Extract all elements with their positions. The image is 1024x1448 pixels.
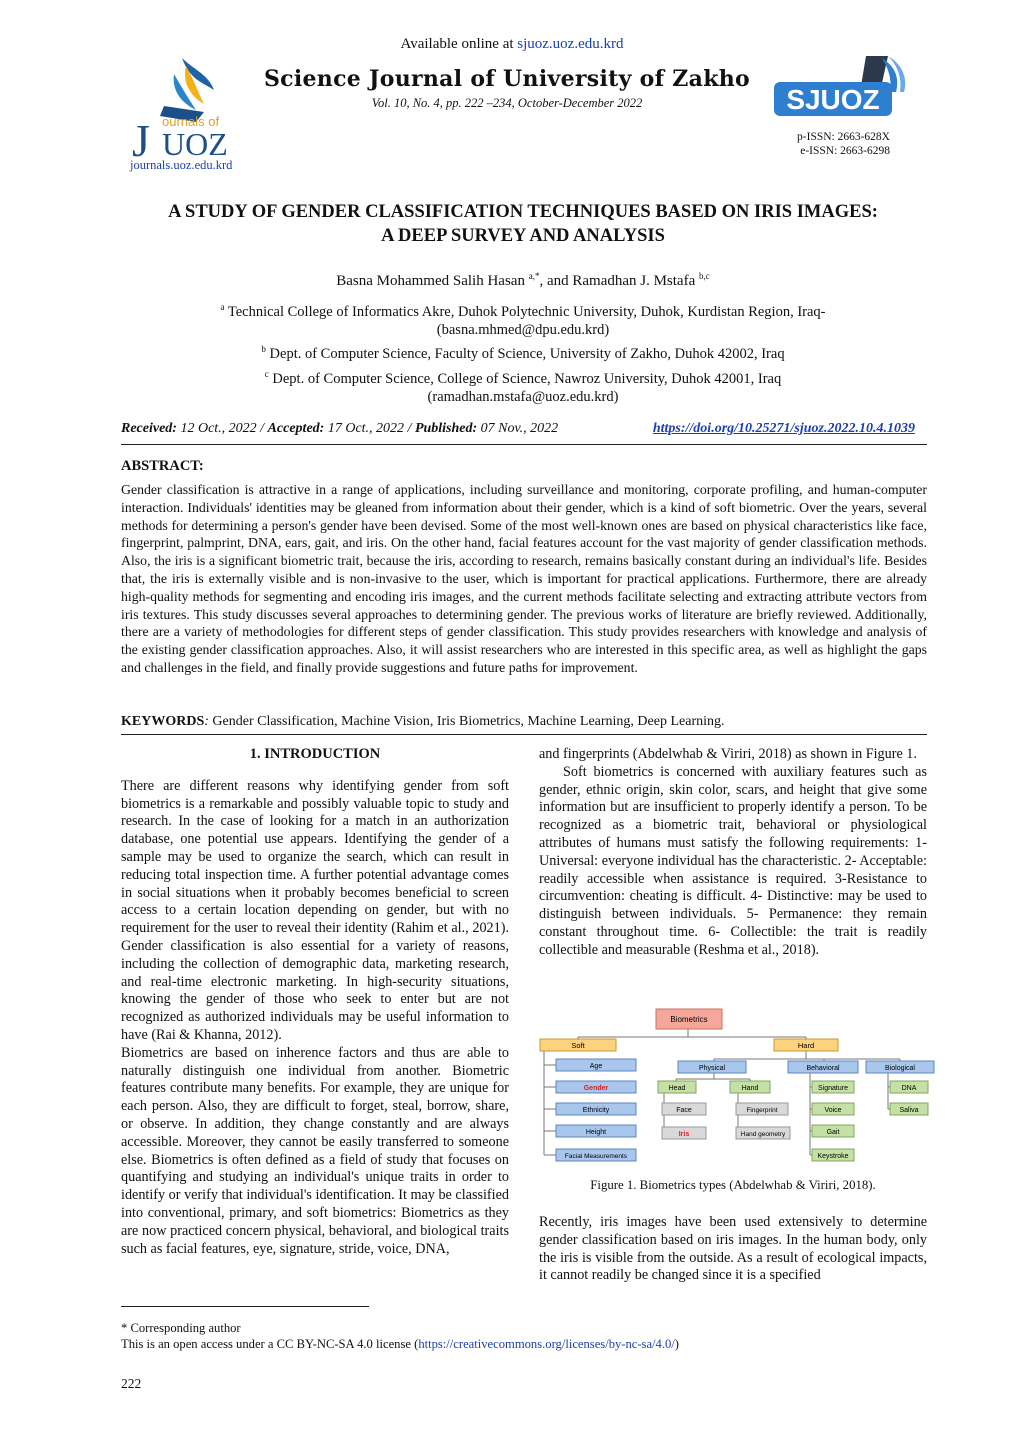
- accepted-date: 17 Oct., 2022 /: [324, 421, 415, 436]
- biometrics-tree-diagram: [538, 1005, 938, 1165]
- paper-title-line1: A STUDY OF GENDER CLASSIFICATION TECHNIQUES BASED ON IRIS IMAGES:: [168, 202, 878, 222]
- intro-paragraph-1: There are different reasons why identifying gender from soft biometrics is a remarkable and possibly valuable topic to study and research. In the case of looking for a match in an authorization database, one potential use appears. Identifying the gender of a sample may be used to organize the search, which can result in reducing total inspection time. A further potential advantage comes in social situations when it probably becomes beneficial to screen access to a certain location depending on gender, but with no requirement for the user to reveal their identity (Rahim et al., 2021). Gender classification is also essential for a variety of reasons, including the collection of demographic data, marketing research, and real-time electronic marketing. In high-security situations, knowing the gender of those who seek to enter but are not recognized as authorized individuals may be useful information to have (Rai & Khanna, 2012).: [121, 777, 509, 1043]
- available-prefix: Available online at: [400, 36, 518, 52]
- divider: [121, 444, 927, 445]
- affil-b-sup: b: [261, 344, 266, 354]
- e-issn: e-ISSN: 2663-6298: [800, 145, 890, 157]
- figure-biometrics-types: [538, 1005, 938, 1165]
- keywords-label: KEYWORDS: [121, 714, 205, 729]
- received-date: 12 Oct., 2022 /: [176, 421, 268, 436]
- license-link[interactable]: https://creativecommons.org/licenses/by-nc-sa/4.0/: [418, 1337, 675, 1351]
- keywords-colon: :: [204, 714, 209, 729]
- fig-hand-item: Fingerprint: [746, 1107, 778, 1114]
- license-note: [121, 1336, 927, 1352]
- received-label: Received:: [121, 421, 177, 436]
- affil-c-text: Dept. of Computer Science, College of Science, Nawroz University, Duhok 42001, Iraq: [272, 370, 782, 387]
- abstract-heading: ABSTRACT:: [121, 458, 204, 474]
- issn-block: [760, 130, 890, 158]
- logo-uoz: UOZ: [162, 126, 228, 162]
- affil-b-text: Dept. of Computer Science, Faculty of Science, University of Zakho, Duhok 42002, Iraq: [269, 345, 785, 362]
- author-1: Basna Mohammed Salih Hasan: [336, 273, 525, 289]
- affiliation-b: [110, 340, 936, 363]
- corresponding-author-note: * Corresponding author: [121, 1321, 241, 1335]
- journal-title: Science Journal of University of Zakho: [263, 66, 751, 92]
- divider: [121, 734, 927, 735]
- affil-c-sup: c: [264, 369, 269, 379]
- fig-behavioral-item: Keystroke: [817, 1153, 849, 1160]
- license-suffix: ): [674, 1337, 679, 1351]
- section-heading-introduction: 1. INTRODUCTION: [249, 746, 381, 762]
- figure-caption: Figure 1. Biometrics types (Abdelwhab & Viriri, 2018).: [590, 1178, 876, 1192]
- sjuoz-logo-icon: [770, 52, 910, 128]
- paper-title: [110, 200, 936, 248]
- intro-paragraph-3: and fingerprints (Abdelwhab & Viriri, 2018) as shown in Figure 1.: [539, 746, 917, 762]
- left-column: [121, 746, 509, 1258]
- journal-site-link[interactable]: sjuoz.uoz.edu.krd: [517, 36, 624, 52]
- affil-c-email: (ramadhan.mstafa@uoz.edu.krd): [427, 388, 619, 405]
- logo-small-text: ournals of: [162, 114, 220, 129]
- affil-a-email: (basna.mhmed@dpu.edu.krd): [436, 321, 610, 338]
- journals-uoz-logo: [124, 52, 254, 177]
- fig-behavioral-item: Signature: [818, 1085, 848, 1092]
- page-number: 222: [121, 1376, 142, 1391]
- fig-head-item-iris: Iris: [678, 1131, 690, 1138]
- doi-link[interactable]: https://doi.org/10.25271/sjuoz.2022.10.4.1039: [652, 421, 915, 436]
- fig-hard: Hard: [797, 1041, 815, 1050]
- keywords-text: Gender Classification, Machine Vision, Iris Biometrics, Machine Learning, Deep Learning.: [208, 714, 725, 729]
- abstract-text: Gender classification is attractive in a range of applications, including surveillance and monitoring, corporate profiling, and human-computer interaction. Individuals' identities may be gleaned from information about their gender, which is a kind of soft biometric. Over the years, several methods for determining a person's gender have been devised. Some of the most well-known ones are based on physical characteristics like face, fingerprint, palmprint, DNA, ears, gait, and iris. On the other hand, facial features account for the vast majority of gender classification methods. Also, the iris is a significant biometric trait, because the iris, according to research, remains basically constant during an individual's life. Besides that, the iris is externally visible and is non-invasive to the user, which is important for practical applications. Furthermore, there are already high-quality methods for segmenting and encoding iris images, and the current methods facilitate selecting and extracting attribute vectors from iris textures. This study discusses several approaches to determining gender. The previous works of literature are briefly reviewed. Additionally, there are a variety of methodologies for different steps of gender classification. This study provides researchers with knowledge and analysis of the existing gender classification approaches. Also, it will assist researchers who are interested in this specific area, as well as highlight the gaps and challenges in the field, and finally provide suggestions and future paths for improvement.: [121, 482, 927, 675]
- author-1-sup: a,*: [528, 271, 540, 281]
- sjuoz-logo-text: SJUOZ: [786, 84, 880, 115]
- keywords: [121, 714, 927, 730]
- author-2-sup: b,c: [699, 271, 710, 281]
- fig-behavioral-item: Gait: [826, 1129, 840, 1136]
- authors: [110, 271, 936, 290]
- license-prefix: This is an open access under a CC BY-NC-SA 4.0 license (: [121, 1337, 419, 1351]
- fig-behavioral-item: Voice: [824, 1107, 842, 1114]
- paper-title-line2: A DEEP SURVEY AND ANALYSIS: [381, 226, 665, 246]
- author-join: , and Ramadhan J. Mstafa: [539, 273, 696, 289]
- fig-soft-item-gender: Gender: [583, 1085, 609, 1092]
- footnote: [121, 1320, 927, 1352]
- publication-dates: [121, 421, 927, 437]
- fig-physical: Physical: [698, 1065, 726, 1072]
- volume-info: Vol. 10, No. 4, pp. 222 –234, October-December 2022: [371, 96, 643, 110]
- available-online: [0, 36, 1024, 53]
- journals-url-link[interactable]: journals.uoz.edu.krd: [130, 158, 233, 172]
- fig-hand: Hand: [741, 1085, 759, 1092]
- fig-biological-item: DNA: [901, 1085, 917, 1092]
- fig-root: Biometrics: [670, 1015, 708, 1024]
- fig-soft-item: Age: [589, 1063, 603, 1070]
- fig-hand-item: Hand geometry: [740, 1131, 786, 1138]
- accepted-label: Accepted:: [267, 421, 325, 436]
- fig-behavioral: Behavioral: [806, 1065, 840, 1072]
- p-issn: p-ISSN: 2663-628X: [797, 131, 890, 143]
- affiliation-c: [110, 365, 936, 406]
- fig-soft-item: Facial Measurements: [564, 1153, 628, 1160]
- published-label: Published:: [414, 421, 478, 436]
- affil-a-sup: a: [220, 302, 225, 312]
- right-column: [539, 746, 927, 960]
- intro-paragraph-2: Biometrics are based on inherence factors and thus are able to naturally distinguish one individual from another. Biometric features contribute many benefits. For example, they are unique for each person. Also, they are difficult to forget, steal, borrow, share, or observe. In addition, they change constantly and are always accessible. Moreover, they cannot be easily transferred to someone else. Biometrics is often defined as a field of study that focuses on quantifying and studying an individual's unique traits in order to identify or verify that individual's identification. It may be classified into conventional, primary, and soft biometrics: Biometrics as they are now practiced concern physical, behavioral, and biological traits such as facial features, eye, signature, stride, voice, DNA,: [121, 1044, 509, 1257]
- fig-soft-item: Ethnicity: [582, 1107, 610, 1114]
- fig-soft: Soft: [571, 1041, 585, 1050]
- affil-a-text: Technical College of Informatics Akre, Duhok Polytechnic University, Duhok, Kurdistan Region, Iraq-: [227, 303, 826, 320]
- published-date: 07 Nov., 2022: [477, 421, 559, 436]
- fig-head: Head: [668, 1085, 686, 1092]
- sjuoz-logo: [770, 52, 910, 128]
- fig-soft-item: Height: [585, 1129, 607, 1136]
- fig-biological-item: Saliva: [899, 1107, 919, 1114]
- footnote-divider: [121, 1306, 369, 1307]
- intro-paragraph-4: Soft biometrics is concerned with auxiliary features such as gender, ethnic origin, skin color, scars, and height that give some information but are insufficient to properly identify a person. To be recognized as a biometric trait, behavioral or physiological attributes of humans must satisfy the following requirements: 1- Universal: everyone individual has the characteristic. 2- Acceptable: readily accessible when assistance is required. 3-Resistance to circumvention: cheating is difficult. 4- Distinctive: may be used to distinguish between individuals. 5- Permanence: they remain constant throughout time. 6- Collectible: the trait is readily collectible and measurable (Reshma et al., 2018).: [539, 763, 927, 958]
- fig-head-item: Face: [676, 1107, 692, 1114]
- logo-big-j: J: [132, 115, 150, 166]
- intro-paragraph-5: Recently, iris images have been used extensively to determine gender classification based on iris images. In the human body, only the iris is visible from the outside. As a result of ecological impacts, it cannot readily be changed since it is a specified: [539, 1214, 927, 1284]
- fig-biological: Biological: [885, 1065, 915, 1072]
- affiliation-a: [110, 298, 936, 339]
